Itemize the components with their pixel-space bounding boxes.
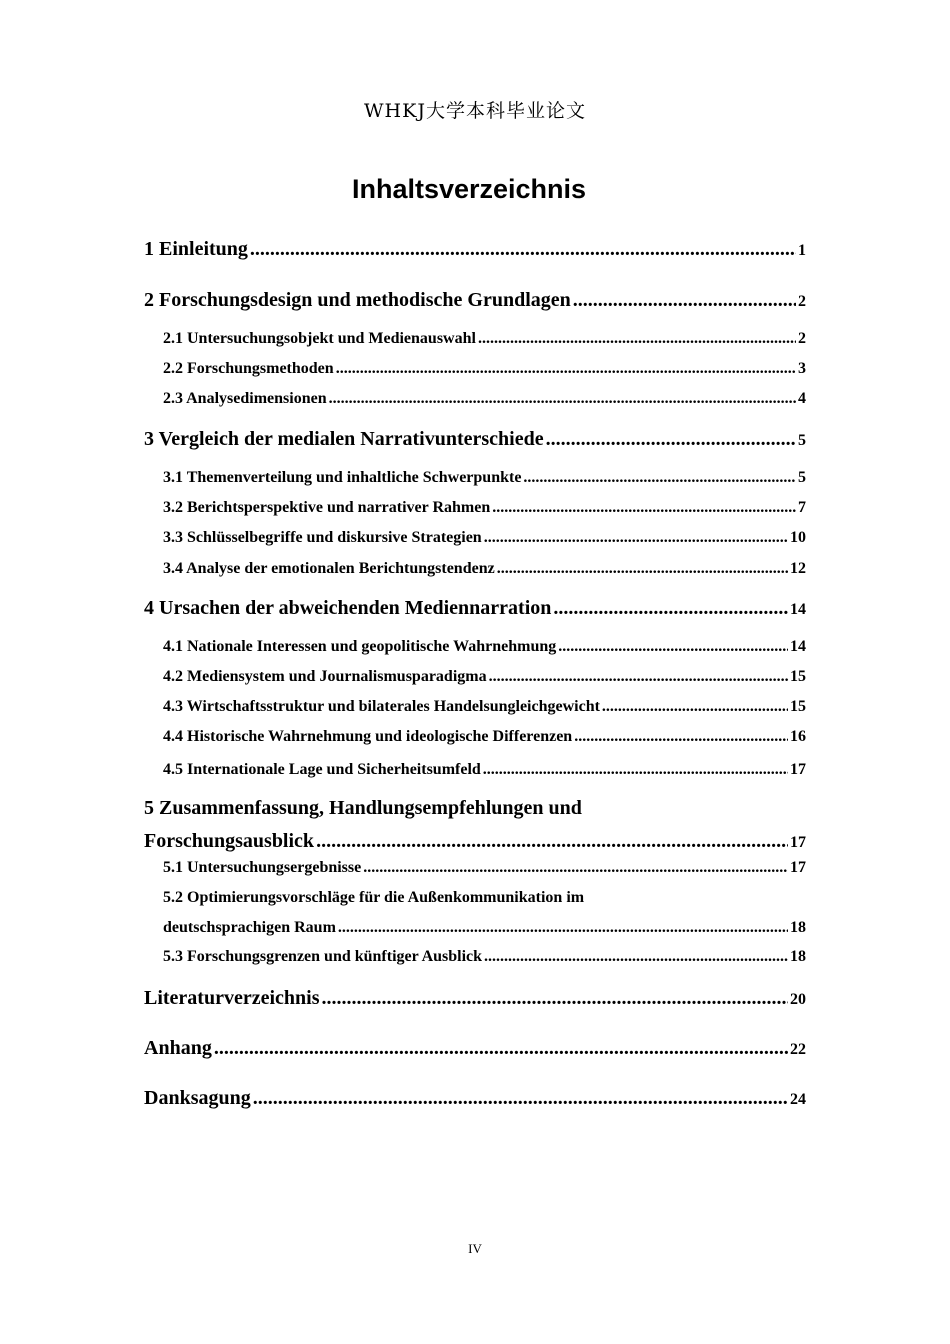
leader-dots: [546, 428, 796, 451]
toc-entry-title: 3.1 Themenverteilung und inhaltliche Schwerpunkte: [163, 469, 522, 486]
leader-dots: [489, 668, 788, 686]
toc-entry-5-line1[interactable]: 5 Zusammenfassung, Handlungsempfehlungen und: [144, 797, 582, 819]
toc-entry-3-1[interactable]: [163, 469, 806, 487]
leader-dots: [492, 499, 796, 517]
toc-entry-title: 2.2 Forschungsmethoden: [163, 360, 334, 377]
toc-entry-title: 4.3 Wirtschaftsstruktur und bilaterales Handelsungleichgewicht: [163, 698, 600, 715]
toc-page-number: 2: [798, 293, 806, 310]
toc-page-number: 10: [790, 529, 806, 546]
toc-entry-5-1[interactable]: [163, 859, 806, 877]
toc-page-number: 18: [790, 919, 806, 936]
toc-entry-3-3[interactable]: [163, 529, 806, 547]
toc-entry-title: Forschungsausblick: [144, 830, 315, 852]
toc-page-number: 14: [790, 638, 806, 655]
toc-page-number: 17: [790, 859, 806, 876]
toc-entry-3-4[interactable]: [163, 560, 806, 578]
leader-dots: [250, 238, 796, 261]
toc-entry-title: 4 Ursachen der abweichenden Mediennarration: [144, 597, 552, 619]
toc-page-number: 17: [790, 834, 806, 851]
toc-page-number: 12: [790, 560, 806, 577]
toc-entry-4-2[interactable]: [163, 668, 806, 686]
toc-entry-title: 2.3 Analysedimensionen: [163, 390, 327, 407]
toc-entry-5-3[interactable]: [163, 948, 806, 966]
toc-entry-title: 4.4 Historische Wahrnehmung und ideologische Differenzen: [163, 728, 573, 745]
toc-entry-5[interactable]: [144, 830, 806, 853]
toc-page-number: 5: [798, 469, 806, 486]
leader-dots: [553, 597, 788, 620]
toc-entry-2-3[interactable]: [163, 390, 806, 408]
leader-dots: [322, 987, 789, 1010]
toc-page-number: 1: [798, 242, 806, 259]
toc-entry-4-4[interactable]: [163, 728, 806, 746]
toc-entry-title: 3 Vergleich der medialen Narrativunterschiede: [144, 428, 544, 450]
toc-entry-title: 1 Einleitung: [144, 238, 248, 260]
toc-entry-title: 5.1 Untersuchungsergebnisse: [163, 859, 362, 876]
toc-entry-title: Anhang: [144, 1037, 212, 1059]
toc-entry-4[interactable]: [144, 597, 806, 620]
leader-dots: [316, 830, 788, 853]
toc-entry-2[interactable]: [144, 289, 806, 312]
toc-page-number: 18: [790, 948, 806, 965]
toc-page-number: 15: [790, 668, 806, 685]
toc-entry-2-1[interactable]: [163, 330, 806, 348]
toc-page-number: 15: [790, 698, 806, 715]
toc-entry-title: Literaturverzeichnis: [144, 987, 320, 1009]
toc-entry-title: 3.4 Analyse der emotionalen Berichtungstendenz: [163, 560, 495, 577]
toc-entry-title: 5.3 Forschungsgrenzen und künftiger Ausblick: [163, 948, 483, 965]
leader-dots: [602, 698, 788, 716]
leader-dots: [253, 1087, 788, 1110]
toc-entry-4-3[interactable]: [163, 698, 806, 716]
toc-page-number: 24: [790, 1091, 806, 1108]
toc-page-number: 7: [798, 499, 806, 516]
toc-page-number: 4: [798, 390, 806, 407]
toc-entry-title: 2 Forschungsdesign und methodische Grundlagen: [144, 289, 571, 311]
toc-page-number: 17: [790, 761, 806, 778]
page-number-footer: IV: [468, 1241, 482, 1256]
toc-entry-title: Danksagung: [144, 1087, 251, 1109]
toc-page-number: 20: [790, 991, 806, 1008]
page-header: WHKJ大学本科毕业论文: [364, 100, 586, 122]
leader-dots: [338, 919, 788, 937]
leader-dots: [523, 469, 796, 487]
leader-dots: [363, 859, 788, 877]
toc-page-number: 16: [790, 728, 806, 745]
toc-entry-literaturverzeichnis[interactable]: [144, 987, 806, 1010]
leader-dots: [574, 728, 788, 746]
leader-dots: [484, 948, 788, 966]
toc-entry-title: 3.2 Berichtsperspektive und narrativer Rahmen: [163, 499, 491, 516]
toc-entry-4-1[interactable]: [163, 638, 806, 656]
toc-entry-4-5[interactable]: [163, 761, 806, 779]
toc-page-number: 22: [790, 1041, 806, 1058]
leader-dots: [484, 529, 788, 547]
toc-entry-title: 4.2 Mediensystem und Journalismusparadigma: [163, 668, 487, 685]
toc-title: Inhaltsverzeichnis: [351, 174, 587, 204]
leader-dots: [558, 638, 788, 656]
toc-entry-title: deutschsprachigen Raum: [163, 919, 336, 936]
toc-entry-title: 4.5 Internationale Lage und Sicherheitsumfeld: [163, 761, 481, 778]
toc-entry-5-2-line1[interactable]: 5.2 Optimierungsvorschläge für die Außenkommunikation im: [163, 889, 585, 906]
leader-dots: [483, 761, 788, 779]
toc-entry-2-2[interactable]: [163, 360, 806, 378]
leader-dots: [497, 560, 788, 578]
toc-page-number: 2: [798, 330, 806, 347]
toc-entry-5-2[interactable]: [163, 919, 806, 937]
toc-entry-3[interactable]: [144, 428, 806, 451]
toc-page-number: 3: [798, 360, 806, 377]
toc-entry-danksagung[interactable]: [144, 1087, 806, 1110]
toc-entry-title: 3.3 Schlüsselbegriffe und diskursive Strategien: [163, 529, 482, 546]
toc-entry-1[interactable]: [144, 238, 806, 261]
toc-page-number: 5: [798, 432, 806, 449]
toc-page-number: 14: [790, 601, 806, 618]
toc-entry-anhang[interactable]: [144, 1037, 806, 1060]
toc-entry-title: 4.1 Nationale Interessen und geopolitische Wahrnehmung: [163, 638, 557, 655]
leader-dots: [573, 289, 796, 312]
toc-entry-3-2[interactable]: [163, 499, 806, 517]
leader-dots: [478, 330, 796, 348]
toc-entry-title: 2.1 Untersuchungsobjekt und Medienauswahl: [163, 330, 476, 347]
leader-dots: [329, 390, 796, 408]
leader-dots: [336, 360, 796, 378]
leader-dots: [214, 1037, 788, 1060]
